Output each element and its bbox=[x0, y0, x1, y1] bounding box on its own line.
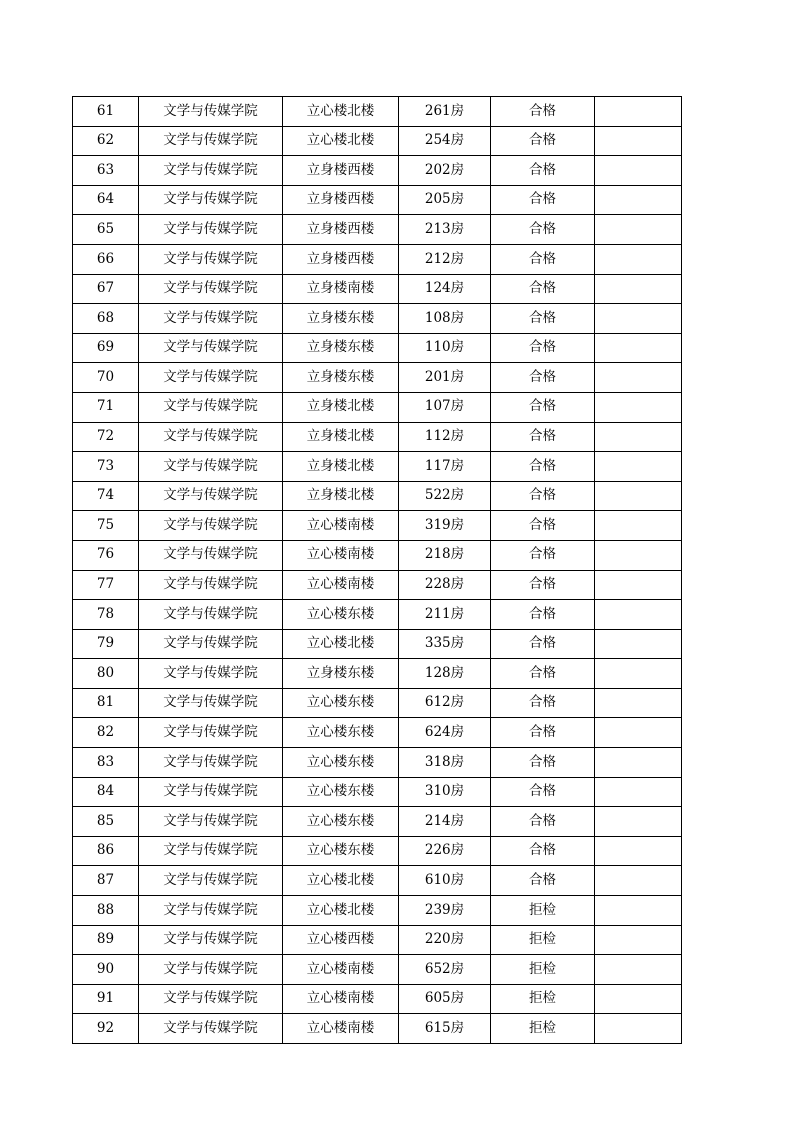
building-cell: 立身楼南楼 bbox=[283, 274, 399, 304]
building-cell: 立身楼东楼 bbox=[283, 363, 399, 393]
room-cell: 107房 bbox=[399, 392, 491, 422]
result-cell: 合格 bbox=[491, 511, 595, 541]
table-row bbox=[73, 452, 682, 482]
room-cell: 218房 bbox=[399, 540, 491, 570]
note-cell bbox=[595, 688, 682, 718]
college-cell: 文学与传媒学院 bbox=[139, 600, 283, 630]
table-row bbox=[73, 688, 682, 718]
table-row bbox=[73, 511, 682, 541]
note-cell bbox=[595, 452, 682, 482]
college-cell: 文学与传媒学院 bbox=[139, 244, 283, 274]
college-cell: 文学与传媒学院 bbox=[139, 363, 283, 393]
row-number-cell: 77 bbox=[73, 570, 139, 600]
result-cell: 合格 bbox=[491, 866, 595, 896]
note-cell bbox=[595, 955, 682, 985]
result-cell: 合格 bbox=[491, 304, 595, 334]
building-cell: 立心楼东楼 bbox=[283, 807, 399, 837]
row-number-cell: 72 bbox=[73, 422, 139, 452]
result-cell: 合格 bbox=[491, 422, 595, 452]
building-cell: 立身楼西楼 bbox=[283, 156, 399, 186]
building-cell: 立心楼东楼 bbox=[283, 600, 399, 630]
room-cell: 319房 bbox=[399, 511, 491, 541]
college-cell: 文学与传媒学院 bbox=[139, 659, 283, 689]
table-row bbox=[73, 896, 682, 926]
college-cell: 文学与传媒学院 bbox=[139, 126, 283, 156]
table-row bbox=[73, 600, 682, 630]
room-cell: 612房 bbox=[399, 688, 491, 718]
room-cell: 335房 bbox=[399, 629, 491, 659]
building-cell: 立身楼东楼 bbox=[283, 659, 399, 689]
row-number-cell: 81 bbox=[73, 688, 139, 718]
building-cell: 立身楼北楼 bbox=[283, 481, 399, 511]
table-row bbox=[73, 1014, 682, 1044]
table-row bbox=[73, 629, 682, 659]
result-cell: 拒检 bbox=[491, 1014, 595, 1044]
college-cell: 文学与传媒学院 bbox=[139, 422, 283, 452]
table-row bbox=[73, 866, 682, 896]
building-cell: 立心楼南楼 bbox=[283, 984, 399, 1014]
row-number-cell: 69 bbox=[73, 333, 139, 363]
result-cell: 拒检 bbox=[491, 896, 595, 926]
result-cell: 合格 bbox=[491, 363, 595, 393]
room-cell: 318房 bbox=[399, 748, 491, 778]
note-cell bbox=[595, 540, 682, 570]
table-row bbox=[73, 955, 682, 985]
table-row bbox=[73, 540, 682, 570]
result-cell: 合格 bbox=[491, 333, 595, 363]
note-cell bbox=[595, 600, 682, 630]
result-cell: 合格 bbox=[491, 215, 595, 245]
result-cell: 合格 bbox=[491, 452, 595, 482]
row-number-cell: 73 bbox=[73, 452, 139, 482]
college-cell: 文学与传媒学院 bbox=[139, 807, 283, 837]
result-cell: 合格 bbox=[491, 540, 595, 570]
result-cell: 合格 bbox=[491, 274, 595, 304]
note-cell bbox=[595, 748, 682, 778]
college-cell: 文学与传媒学院 bbox=[139, 215, 283, 245]
building-cell: 立身楼东楼 bbox=[283, 304, 399, 334]
row-number-cell: 84 bbox=[73, 777, 139, 807]
building-cell: 立心楼南楼 bbox=[283, 570, 399, 600]
room-cell: 239房 bbox=[399, 896, 491, 926]
row-number-cell: 91 bbox=[73, 984, 139, 1014]
table-row bbox=[73, 925, 682, 955]
table-row bbox=[73, 363, 682, 393]
table-row bbox=[73, 304, 682, 334]
result-cell: 合格 bbox=[491, 777, 595, 807]
note-cell bbox=[595, 215, 682, 245]
row-number-cell: 75 bbox=[73, 511, 139, 541]
college-cell: 文学与传媒学院 bbox=[139, 836, 283, 866]
result-cell: 合格 bbox=[491, 185, 595, 215]
building-cell: 立心楼北楼 bbox=[283, 97, 399, 127]
table-row bbox=[73, 718, 682, 748]
building-cell: 立身楼西楼 bbox=[283, 185, 399, 215]
row-number-cell: 88 bbox=[73, 896, 139, 926]
table-row bbox=[73, 777, 682, 807]
building-cell: 立心楼北楼 bbox=[283, 629, 399, 659]
room-cell: 228房 bbox=[399, 570, 491, 600]
result-cell: 拒检 bbox=[491, 984, 595, 1014]
note-cell bbox=[595, 392, 682, 422]
table-row bbox=[73, 97, 682, 127]
building-cell: 立心楼北楼 bbox=[283, 866, 399, 896]
result-cell: 合格 bbox=[491, 97, 595, 127]
note-cell bbox=[595, 481, 682, 511]
college-cell: 文学与传媒学院 bbox=[139, 511, 283, 541]
college-cell: 文学与传媒学院 bbox=[139, 570, 283, 600]
room-cell: 226房 bbox=[399, 836, 491, 866]
college-cell: 文学与传媒学院 bbox=[139, 629, 283, 659]
result-cell: 合格 bbox=[491, 156, 595, 186]
result-cell: 拒检 bbox=[491, 955, 595, 985]
note-cell bbox=[595, 777, 682, 807]
college-cell: 文学与传媒学院 bbox=[139, 392, 283, 422]
result-cell: 合格 bbox=[491, 600, 595, 630]
note-cell bbox=[595, 866, 682, 896]
note-cell bbox=[595, 511, 682, 541]
building-cell: 立心楼东楼 bbox=[283, 836, 399, 866]
building-cell: 立心楼西楼 bbox=[283, 925, 399, 955]
row-number-cell: 83 bbox=[73, 748, 139, 778]
room-cell: 202房 bbox=[399, 156, 491, 186]
college-cell: 文学与传媒学院 bbox=[139, 748, 283, 778]
note-cell bbox=[595, 896, 682, 926]
college-cell: 文学与传媒学院 bbox=[139, 452, 283, 482]
college-cell: 文学与传媒学院 bbox=[139, 777, 283, 807]
college-cell: 文学与传媒学院 bbox=[139, 688, 283, 718]
note-cell bbox=[595, 244, 682, 274]
building-cell: 立身楼北楼 bbox=[283, 422, 399, 452]
college-cell: 文学与传媒学院 bbox=[139, 718, 283, 748]
result-cell: 合格 bbox=[491, 126, 595, 156]
note-cell bbox=[595, 718, 682, 748]
note-cell bbox=[595, 363, 682, 393]
building-cell: 立心楼北楼 bbox=[283, 896, 399, 926]
note-cell bbox=[595, 570, 682, 600]
result-cell: 合格 bbox=[491, 688, 595, 718]
building-cell: 立心楼东楼 bbox=[283, 777, 399, 807]
note-cell bbox=[595, 333, 682, 363]
note-cell bbox=[595, 304, 682, 334]
college-cell: 文学与传媒学院 bbox=[139, 274, 283, 304]
room-cell: 117房 bbox=[399, 452, 491, 482]
row-number-cell: 65 bbox=[73, 215, 139, 245]
row-number-cell: 70 bbox=[73, 363, 139, 393]
row-number-cell: 90 bbox=[73, 955, 139, 985]
result-cell: 合格 bbox=[491, 659, 595, 689]
note-cell bbox=[595, 274, 682, 304]
table-body bbox=[73, 97, 682, 1044]
table-row bbox=[73, 333, 682, 363]
note-cell bbox=[595, 1014, 682, 1044]
room-cell: 211房 bbox=[399, 600, 491, 630]
row-number-cell: 82 bbox=[73, 718, 139, 748]
college-cell: 文学与传媒学院 bbox=[139, 481, 283, 511]
room-cell: 214房 bbox=[399, 807, 491, 837]
college-cell: 文学与传媒学院 bbox=[139, 925, 283, 955]
table-row bbox=[73, 185, 682, 215]
room-cell: 261房 bbox=[399, 97, 491, 127]
note-cell bbox=[595, 185, 682, 215]
building-cell: 立心楼南楼 bbox=[283, 540, 399, 570]
note-cell bbox=[595, 422, 682, 452]
row-number-cell: 68 bbox=[73, 304, 139, 334]
row-number-cell: 85 bbox=[73, 807, 139, 837]
note-cell bbox=[595, 97, 682, 127]
college-cell: 文学与传媒学院 bbox=[139, 984, 283, 1014]
table-row bbox=[73, 422, 682, 452]
table-row bbox=[73, 156, 682, 186]
result-cell: 合格 bbox=[491, 718, 595, 748]
college-cell: 文学与传媒学院 bbox=[139, 156, 283, 186]
result-cell: 合格 bbox=[491, 629, 595, 659]
result-cell: 合格 bbox=[491, 481, 595, 511]
building-cell: 立心楼南楼 bbox=[283, 955, 399, 985]
building-cell: 立心楼南楼 bbox=[283, 511, 399, 541]
room-cell: 220房 bbox=[399, 925, 491, 955]
row-number-cell: 92 bbox=[73, 1014, 139, 1044]
table-row bbox=[73, 836, 682, 866]
result-cell: 合格 bbox=[491, 570, 595, 600]
college-cell: 文学与传媒学院 bbox=[139, 1014, 283, 1044]
table-row bbox=[73, 984, 682, 1014]
note-cell bbox=[595, 836, 682, 866]
row-number-cell: 78 bbox=[73, 600, 139, 630]
college-cell: 文学与传媒学院 bbox=[139, 866, 283, 896]
college-cell: 文学与传媒学院 bbox=[139, 333, 283, 363]
room-cell: 213房 bbox=[399, 215, 491, 245]
table-row bbox=[73, 570, 682, 600]
note-cell bbox=[595, 659, 682, 689]
table-row bbox=[73, 807, 682, 837]
room-cell: 110房 bbox=[399, 333, 491, 363]
room-cell: 605房 bbox=[399, 984, 491, 1014]
row-number-cell: 76 bbox=[73, 540, 139, 570]
row-number-cell: 74 bbox=[73, 481, 139, 511]
row-number-cell: 71 bbox=[73, 392, 139, 422]
room-cell: 615房 bbox=[399, 1014, 491, 1044]
row-number-cell: 62 bbox=[73, 126, 139, 156]
inspection-table bbox=[72, 96, 682, 1044]
building-cell: 立身楼西楼 bbox=[283, 215, 399, 245]
table-row bbox=[73, 274, 682, 304]
room-cell: 610房 bbox=[399, 866, 491, 896]
college-cell: 文学与传媒学院 bbox=[139, 185, 283, 215]
college-cell: 文学与传媒学院 bbox=[139, 896, 283, 926]
result-cell: 拒检 bbox=[491, 925, 595, 955]
row-number-cell: 79 bbox=[73, 629, 139, 659]
room-cell: 124房 bbox=[399, 274, 491, 304]
building-cell: 立心楼北楼 bbox=[283, 126, 399, 156]
building-cell: 立身楼北楼 bbox=[283, 392, 399, 422]
note-cell bbox=[595, 629, 682, 659]
row-number-cell: 80 bbox=[73, 659, 139, 689]
note-cell bbox=[595, 126, 682, 156]
note-cell bbox=[595, 807, 682, 837]
room-cell: 522房 bbox=[399, 481, 491, 511]
row-number-cell: 63 bbox=[73, 156, 139, 186]
note-cell bbox=[595, 984, 682, 1014]
building-cell: 立心楼南楼 bbox=[283, 1014, 399, 1044]
room-cell: 108房 bbox=[399, 304, 491, 334]
row-number-cell: 67 bbox=[73, 274, 139, 304]
college-cell: 文学与传媒学院 bbox=[139, 540, 283, 570]
building-cell: 立身楼西楼 bbox=[283, 244, 399, 274]
result-cell: 合格 bbox=[491, 807, 595, 837]
college-cell: 文学与传媒学院 bbox=[139, 304, 283, 334]
room-cell: 128房 bbox=[399, 659, 491, 689]
row-number-cell: 86 bbox=[73, 836, 139, 866]
result-cell: 合格 bbox=[491, 392, 595, 422]
result-cell: 合格 bbox=[491, 836, 595, 866]
table-row bbox=[73, 659, 682, 689]
room-cell: 310房 bbox=[399, 777, 491, 807]
room-cell: 201房 bbox=[399, 363, 491, 393]
row-number-cell: 87 bbox=[73, 866, 139, 896]
college-cell: 文学与传媒学院 bbox=[139, 97, 283, 127]
table-row bbox=[73, 481, 682, 511]
building-cell: 立心楼东楼 bbox=[283, 688, 399, 718]
table-row bbox=[73, 392, 682, 422]
row-number-cell: 89 bbox=[73, 925, 139, 955]
table-row bbox=[73, 215, 682, 245]
building-cell: 立身楼东楼 bbox=[283, 333, 399, 363]
building-cell: 立心楼东楼 bbox=[283, 718, 399, 748]
room-cell: 205房 bbox=[399, 185, 491, 215]
row-number-cell: 61 bbox=[73, 97, 139, 127]
room-cell: 254房 bbox=[399, 126, 491, 156]
building-cell: 立身楼北楼 bbox=[283, 452, 399, 482]
college-cell: 文学与传媒学院 bbox=[139, 955, 283, 985]
row-number-cell: 66 bbox=[73, 244, 139, 274]
table-row bbox=[73, 748, 682, 778]
result-cell: 合格 bbox=[491, 244, 595, 274]
table-row bbox=[73, 126, 682, 156]
result-cell: 合格 bbox=[491, 748, 595, 778]
room-cell: 624房 bbox=[399, 718, 491, 748]
room-cell: 212房 bbox=[399, 244, 491, 274]
note-cell bbox=[595, 156, 682, 186]
note-cell bbox=[595, 925, 682, 955]
table-row bbox=[73, 244, 682, 274]
room-cell: 112房 bbox=[399, 422, 491, 452]
room-cell: 652房 bbox=[399, 955, 491, 985]
building-cell: 立心楼东楼 bbox=[283, 748, 399, 778]
row-number-cell: 64 bbox=[73, 185, 139, 215]
